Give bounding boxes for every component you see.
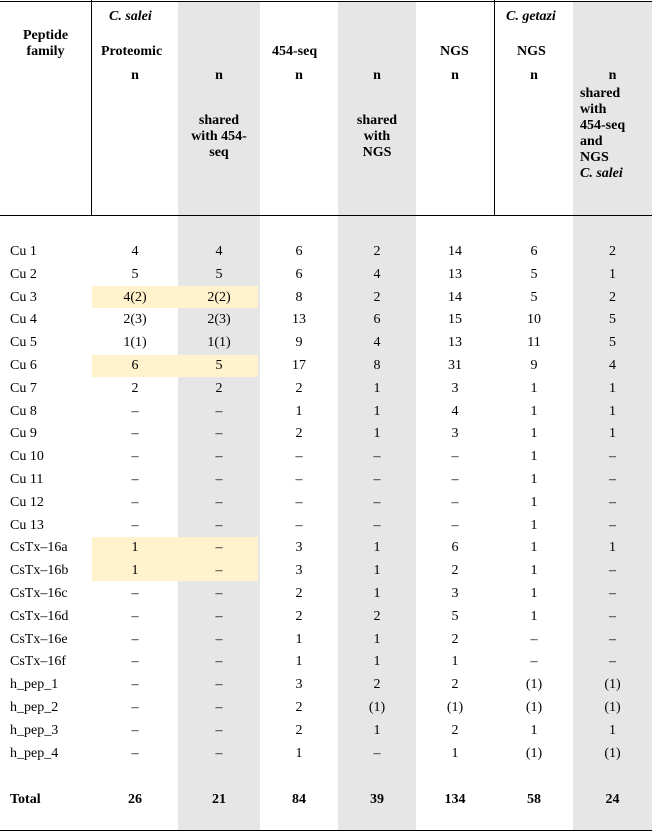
table-cell: 1 xyxy=(530,563,538,578)
row-label: CsTx–16e xyxy=(10,632,68,647)
table-cell: 1 xyxy=(530,426,538,441)
table-cell: 1 xyxy=(373,563,381,578)
table-cell: 3 xyxy=(295,563,303,578)
table-cell: – xyxy=(373,449,381,464)
row-label: Cu 2 xyxy=(10,267,37,282)
table-cell: 31 xyxy=(448,358,462,373)
total-cell: 26 xyxy=(128,792,142,807)
table-cell: – xyxy=(131,586,139,601)
table-cell: 2 xyxy=(131,381,139,396)
header-n-proteomic: n xyxy=(131,68,139,83)
table-cell: 2 xyxy=(373,609,381,624)
table-cell: 2 xyxy=(295,381,303,396)
table-cell: 1 xyxy=(373,723,381,738)
header-n-sharedngs: n xyxy=(373,68,381,83)
table-cell: 2 xyxy=(295,609,303,624)
table-cell: – xyxy=(215,586,223,601)
row-label: h_pep_3 xyxy=(10,723,59,738)
total-cell: 24 xyxy=(605,792,620,807)
table-cell: 1 xyxy=(530,449,538,464)
row-label: Cu 4 xyxy=(10,312,37,327)
row-label: Cu 7 xyxy=(10,381,37,396)
table-cell: – xyxy=(131,632,139,647)
row-label: Cu 9 xyxy=(10,426,37,441)
table-cell: 10 xyxy=(527,312,541,327)
table-cell: 14 xyxy=(448,244,462,259)
table-cell: 2 xyxy=(609,290,616,305)
table-cell: 1 xyxy=(609,426,616,441)
table-cell: 3 xyxy=(451,381,459,396)
table-cell: – xyxy=(131,700,139,715)
table-cell: (1) xyxy=(446,700,464,715)
table-cell: – xyxy=(215,449,223,464)
table-cell: 5 xyxy=(131,267,139,282)
table-cell: – xyxy=(609,472,616,487)
table-cell: 1(1) xyxy=(207,335,231,350)
table-cell: 1 xyxy=(373,381,381,396)
header-n-shared-last: n xyxy=(608,68,617,83)
table-cell: – xyxy=(215,563,223,578)
table-cell: 6 xyxy=(373,312,381,327)
header-ngs-getazi: NGS xyxy=(517,44,546,59)
table-cell: – xyxy=(215,746,223,761)
total-label: Total xyxy=(10,792,41,807)
table-cell: 2 xyxy=(451,632,459,647)
row-label: CsTx–16a xyxy=(10,540,68,555)
table-cell: 2(3) xyxy=(123,312,147,327)
table-cell: 2(2) xyxy=(207,290,231,305)
table-cell: 1 xyxy=(373,540,381,555)
table-cell: – xyxy=(131,472,139,487)
table-cell: 1 xyxy=(530,472,538,487)
table-cell: – xyxy=(131,404,139,419)
table-cell: – xyxy=(131,426,139,441)
table-cell: – xyxy=(215,495,223,510)
bottom-rule xyxy=(0,830,652,831)
table-cell: 13 xyxy=(448,267,462,282)
row-label: Cu 13 xyxy=(10,518,44,533)
table-cell: 4 xyxy=(451,404,459,419)
table-cell: 5 xyxy=(215,358,223,373)
table-cell: 13 xyxy=(448,335,462,350)
header-shared454-line3: seq xyxy=(209,145,229,160)
table-cell: 8 xyxy=(295,290,303,305)
table-cell: 2 xyxy=(373,244,381,259)
table-cell: 1 xyxy=(295,654,303,669)
table-cell: – xyxy=(609,632,616,647)
table-cell: 15 xyxy=(448,312,462,327)
table-cell: – xyxy=(215,609,223,624)
table-cell: 2 xyxy=(295,700,303,715)
table-cell: 5 xyxy=(530,267,538,282)
row-label: h_pep_2 xyxy=(10,700,59,715)
table-cell: 2 xyxy=(215,381,223,396)
header-peptide-family-line1: Peptide xyxy=(22,28,69,43)
table-cell: 1 xyxy=(530,518,538,533)
total-cell: 39 xyxy=(370,792,384,807)
header-ngs: NGS xyxy=(440,44,469,59)
table-cell: – xyxy=(215,540,223,555)
top-rule xyxy=(0,1,652,2)
table-cell: 5 xyxy=(609,312,616,327)
header-shared-last-line5: NGS xyxy=(580,150,609,165)
table-cell: 5 xyxy=(215,267,223,282)
table-cell: – xyxy=(215,426,223,441)
table-cell: 1 xyxy=(295,746,303,761)
table-cell: 4 xyxy=(373,267,381,282)
header-shared454 xyxy=(178,113,260,161)
table-cell: 14 xyxy=(448,290,462,305)
header-sharedngs-line3: NGS xyxy=(362,145,392,160)
header-sharedngs-line2: with xyxy=(363,129,391,144)
table-cell: – xyxy=(215,472,223,487)
table-cell: 3 xyxy=(295,677,303,692)
table-cell: 2 xyxy=(373,677,381,692)
table-cell: 4 xyxy=(609,358,616,373)
table-cell: 3 xyxy=(451,586,459,601)
table-cell: 1 xyxy=(609,540,616,555)
table-cell: – xyxy=(609,654,616,669)
table-cell: 2(3) xyxy=(207,312,231,327)
table-cell: (1) xyxy=(604,746,621,761)
table-cell: 1 xyxy=(609,404,616,419)
table-cell: – xyxy=(215,632,223,647)
table-cell: – xyxy=(131,495,139,510)
table-cell: – xyxy=(451,495,459,510)
table-cell: – xyxy=(451,472,459,487)
table-cell: (1) xyxy=(368,700,386,715)
table-cell: 2 xyxy=(295,586,303,601)
table-cell: – xyxy=(131,609,139,624)
table-cell: 1 xyxy=(530,723,538,738)
table-cell: 3 xyxy=(295,540,303,555)
header-proteomic: Proteomic xyxy=(101,44,163,59)
table-cell: – xyxy=(530,632,538,647)
table-cell: 4 xyxy=(373,335,381,350)
row-label: Cu 12 xyxy=(10,495,44,510)
header-shared-last-line2: with xyxy=(580,102,607,117)
table-cell: 2 xyxy=(295,426,303,441)
header-c-salei: C. salei xyxy=(109,9,152,24)
table-cell: (1) xyxy=(604,677,621,692)
table-cell: 9 xyxy=(295,335,303,350)
row-label: Cu 10 xyxy=(10,449,44,464)
header-n-ngs-getazi: n xyxy=(530,68,538,83)
table-cell: – xyxy=(609,563,616,578)
table-cell: 6 xyxy=(295,267,303,282)
header-shared-last-line4: and xyxy=(580,134,603,149)
table-cell: 5 xyxy=(609,335,616,350)
divider-left xyxy=(91,0,92,216)
table-cell: – xyxy=(215,700,223,715)
table-cell: 17 xyxy=(292,358,306,373)
table-cell: – xyxy=(295,472,303,487)
row-label: Cu 11 xyxy=(10,472,44,487)
row-label: Cu 6 xyxy=(10,358,37,373)
table-cell: 1 xyxy=(451,654,459,669)
row-label: Cu 3 xyxy=(10,290,37,305)
table-cell: 1 xyxy=(373,404,381,419)
table-cell: – xyxy=(373,472,381,487)
table-cell: 4 xyxy=(131,244,139,259)
row-label: CsTx–16f xyxy=(10,654,66,669)
header-sharedngs xyxy=(338,113,416,161)
total-cell: 84 xyxy=(292,792,306,807)
table-cell: 2 xyxy=(373,290,381,305)
header-rule xyxy=(0,215,652,216)
table-cell: 8 xyxy=(373,358,381,373)
table-cell: 5 xyxy=(451,609,459,624)
header-c-getazi: C. getazi xyxy=(506,9,556,24)
header-shared-last-species: C. salei xyxy=(580,166,623,181)
table-cell: 6 xyxy=(451,540,459,555)
header-shared-last-line1: shared xyxy=(580,86,621,101)
header-n-ngs: n xyxy=(451,68,459,83)
table-cell: – xyxy=(609,495,616,510)
table-cell: – xyxy=(373,746,381,761)
table-cell: – xyxy=(609,609,616,624)
total-cell: 58 xyxy=(527,792,541,807)
row-label: CsTx–16d xyxy=(10,609,69,624)
header-peptide-family-line2: family xyxy=(26,44,65,59)
table-cell: 6 xyxy=(295,244,303,259)
table-cell: 2 xyxy=(451,677,459,692)
row-label: Cu 8 xyxy=(10,404,37,419)
table-cell: – xyxy=(131,746,139,761)
table-cell: – xyxy=(451,518,459,533)
table-cell: (1) xyxy=(525,677,543,692)
table-cell: (1) xyxy=(525,700,543,715)
table-cell: – xyxy=(131,654,139,669)
header-sharedngs-line1: shared xyxy=(356,113,398,128)
table-cell: – xyxy=(530,654,538,669)
table-cell: 2 xyxy=(451,723,459,738)
table-cell: 1 xyxy=(451,746,459,761)
header-shared454-line2: with 454- xyxy=(191,129,247,144)
table-cell: 1 xyxy=(373,632,381,647)
header-shared-last xyxy=(580,86,625,182)
table-cell: 4 xyxy=(215,244,223,259)
table-cell: 1 xyxy=(373,654,381,669)
row-label: Cu 1 xyxy=(10,244,37,259)
table-cell: 1 xyxy=(295,632,303,647)
table-cell: 2 xyxy=(295,723,303,738)
table-cell: – xyxy=(295,495,303,510)
table-cell: 11 xyxy=(527,335,541,350)
row-label: h_pep_1 xyxy=(10,677,59,692)
table-cell: 1 xyxy=(530,540,538,555)
table-cell: 1 xyxy=(373,426,381,441)
table-cell: – xyxy=(295,518,303,533)
table-cell: 4(2) xyxy=(123,290,147,305)
table-cell: – xyxy=(131,449,139,464)
table-cell: 6 xyxy=(530,244,538,259)
table-cell: 1 xyxy=(609,381,616,396)
header-n-454seq: n xyxy=(295,68,303,83)
row-label: Cu 5 xyxy=(10,335,37,350)
table-cell: 13 xyxy=(292,312,306,327)
row-label: h_pep_4 xyxy=(10,746,59,761)
table-cell: 1 xyxy=(530,586,538,601)
row-label: CsTx–16b xyxy=(10,563,69,578)
table-cell: 1 xyxy=(530,495,538,510)
table-cell: 1 xyxy=(609,267,616,282)
table-cell: 1 xyxy=(131,563,139,578)
divider-right xyxy=(494,0,495,216)
row-label: CsTx–16c xyxy=(10,586,68,601)
table-cell: 1 xyxy=(295,404,303,419)
table-cell: 2 xyxy=(451,563,459,578)
table-cell: 1 xyxy=(609,723,616,738)
table-cell: – xyxy=(131,677,139,692)
table-cell: – xyxy=(609,586,616,601)
header-shared-last-line3: 454-seq xyxy=(580,118,626,133)
table-cell: (1) xyxy=(525,746,543,761)
table-cell: – xyxy=(215,677,223,692)
table-cell: – xyxy=(373,518,381,533)
table-cell: – xyxy=(215,518,223,533)
header-454seq: 454-seq xyxy=(272,44,318,59)
table-cell: 1 xyxy=(530,609,538,624)
table-cell: – xyxy=(215,723,223,738)
table-cell: 2 xyxy=(609,244,616,259)
table-cell: 6 xyxy=(131,358,139,373)
table-cell: – xyxy=(295,449,303,464)
table-cell: – xyxy=(609,518,616,533)
table-cell: 1 xyxy=(373,586,381,601)
table-cell: 9 xyxy=(530,358,538,373)
table-cell: – xyxy=(373,495,381,510)
table-cell: – xyxy=(215,404,223,419)
table-cell: – xyxy=(131,518,139,533)
header-shared454-line1: shared xyxy=(198,113,240,128)
table-cell: (1) xyxy=(604,700,621,715)
table-cell: 3 xyxy=(451,426,459,441)
header-n-shared454: n xyxy=(215,68,223,83)
table-cell: 1(1) xyxy=(123,335,147,350)
total-cell: 21 xyxy=(212,792,226,807)
table-cell: 1 xyxy=(131,540,139,555)
table-cell: – xyxy=(215,654,223,669)
table-cell: 1 xyxy=(530,404,538,419)
table-cell: – xyxy=(131,723,139,738)
table-cell: – xyxy=(609,449,616,464)
header-peptide-family xyxy=(0,28,91,60)
table-cell: 5 xyxy=(530,290,538,305)
table-cell: – xyxy=(451,449,459,464)
total-cell: 134 xyxy=(444,792,466,807)
table-cell: 1 xyxy=(530,381,538,396)
